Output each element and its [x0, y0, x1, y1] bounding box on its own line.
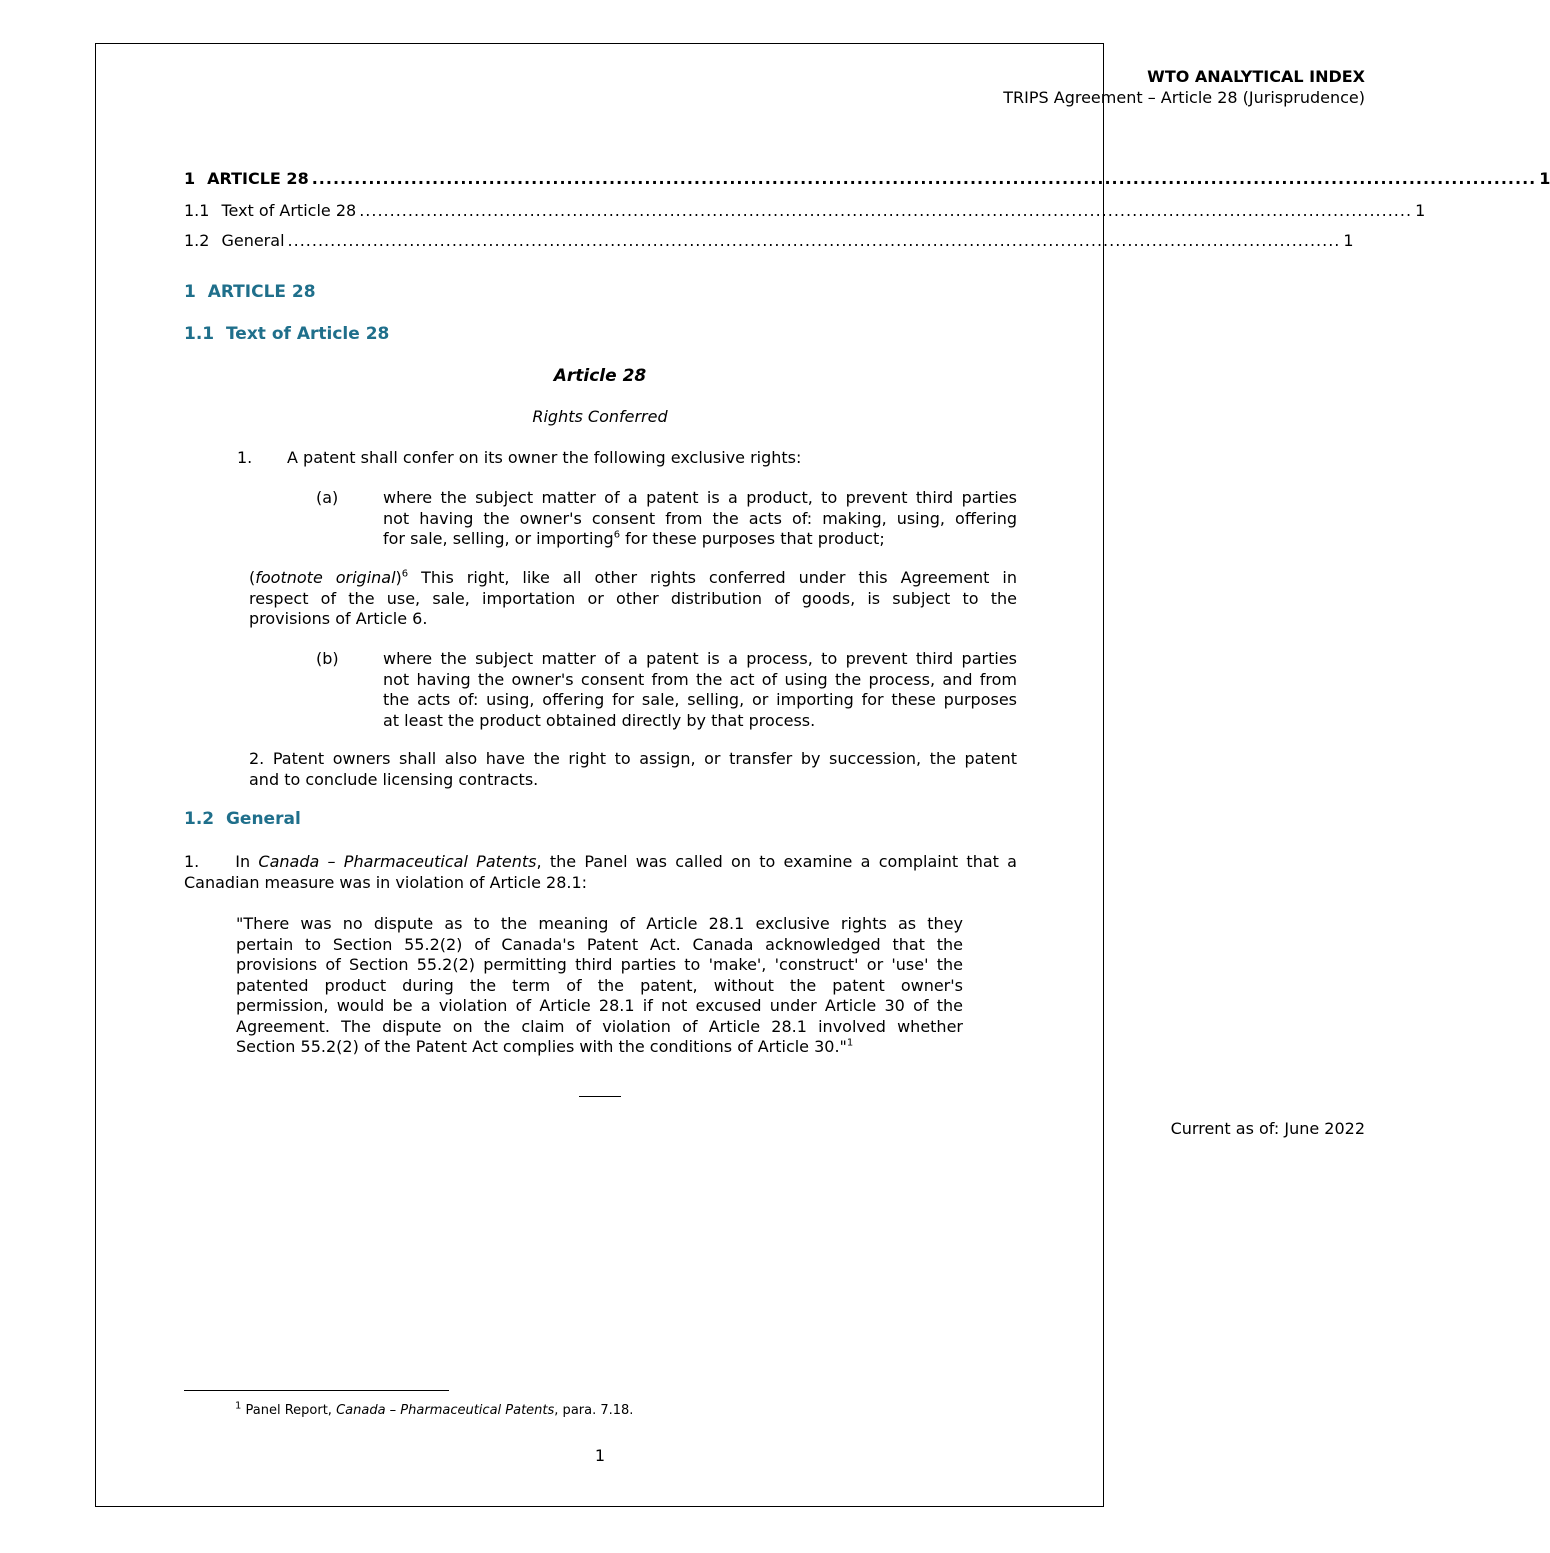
toc-entry-text-of-article[interactable]: [184, 201, 1426, 220]
toc-entry-article-28[interactable]: [184, 169, 1550, 188]
item-label-a: (a): [316, 488, 339, 507]
footnote-marker: 6: [613, 529, 621, 541]
original-footnote: (footnote original)$^6$ This right, like all other rights conferred under this Agreement in respect of the use, sale, importation or other distribution of goods, is subject to the provisions of Article 6.: [249, 568, 1017, 628]
section-heading-general: 1.2 General: [184, 809, 301, 829]
toc-entry-general[interactable]: [184, 231, 1354, 250]
article-para-2: 2. Patent owners shall also have the right to assign, or transfer by succession, the patent and to conclude licensing contracts.: [249, 749, 1017, 789]
toc-number: 1.2: [184, 231, 210, 250]
toc-label: General: [221, 231, 285, 250]
toc-page: 1: [1343, 231, 1354, 250]
toc-label: ARTICLE 28: [207, 169, 309, 188]
toc-leader: .............................................................................................................................................................................: [311, 169, 1537, 188]
case-name: Canada – Pharmaceutical Patents: [258, 852, 537, 871]
toc-leader: .............................................................................................................................................................................: [287, 231, 1341, 250]
article-para-number: 1.: [237, 448, 253, 467]
item-text-b: where the subject matter of a patent is a process, to prevent third parties not having the owner's consent from the act of using the process, and from the acts of: using, offering for sale, selling, or importing for these purposes at least the product obtained directly by that process.: [383, 649, 1017, 730]
article-subtitle: Rights Conferred: [532, 407, 668, 426]
toc-number: 1.1: [184, 201, 210, 220]
toc-page: 1: [1415, 201, 1426, 220]
section-heading-article-28: 1 ARTICLE 28: [184, 282, 316, 302]
general-para-1: 1. In Canada – Pharmaceutical Patents, the Panel was called on to examine a complaint that a Canadian measure was in violation of Article 28.1:: [184, 852, 1017, 892]
footnote-divider: [184, 1390, 449, 1391]
item-label-b: (b): [316, 649, 339, 668]
toc-page: 1: [1539, 169, 1550, 188]
section-heading-text-of-article: 1.1 Text of Article 28: [184, 324, 390, 344]
item-text-a: where the subject matter of a patent is a product, to prevent third parties not having the owner's consent from the acts of: making, using, offering for sale, selling, or importing$^6$ for these purposes that product;: [383, 488, 1017, 548]
current-as-of: Current as of: June 2022: [1170, 1119, 1365, 1138]
page-number: 1: [594, 1446, 606, 1465]
toc-leader: .............................................................................................................................................................................: [359, 201, 1413, 220]
toc-label: Text of Article 28: [221, 201, 357, 220]
footnote-marker: 1: [846, 1037, 854, 1049]
footnote-1: $^1$ Panel Report, Canada – Pharmaceutical Patents, para. 7.18.: [235, 1400, 634, 1418]
section-separator: [579, 1096, 621, 1097]
toc-number: 1: [184, 169, 196, 188]
panel-quote: "There was no dispute as to the meaning of Article 28.1 exclusive rights as they pertain to Section 55.2(2) of Canada's Patent Act. Canada acknowledged that the provisions of Section 55.2(2) permitting third parties to 'make', 'construct' or 'use' the patented product during the term of the patent, without the patent owner's permission, would be a violation of Article 28.1 if not excused under Article 30 of the Agreement. The dispute on the claim of violation of Article 28.1 involved whether Section 55.2(2) of the Patent Act complies with the conditions of Article 30."$^1$: [236, 914, 963, 1056]
header-subtitle: TRIPS Agreement – Article 28 (Jurisprudence): [1003, 88, 1365, 107]
article-para-text: A patent shall confer on its owner the following exclusive rights:: [287, 448, 802, 467]
article-title: Article 28: [553, 366, 647, 386]
header-title: WTO ANALYTICAL INDEX: [1147, 67, 1365, 86]
